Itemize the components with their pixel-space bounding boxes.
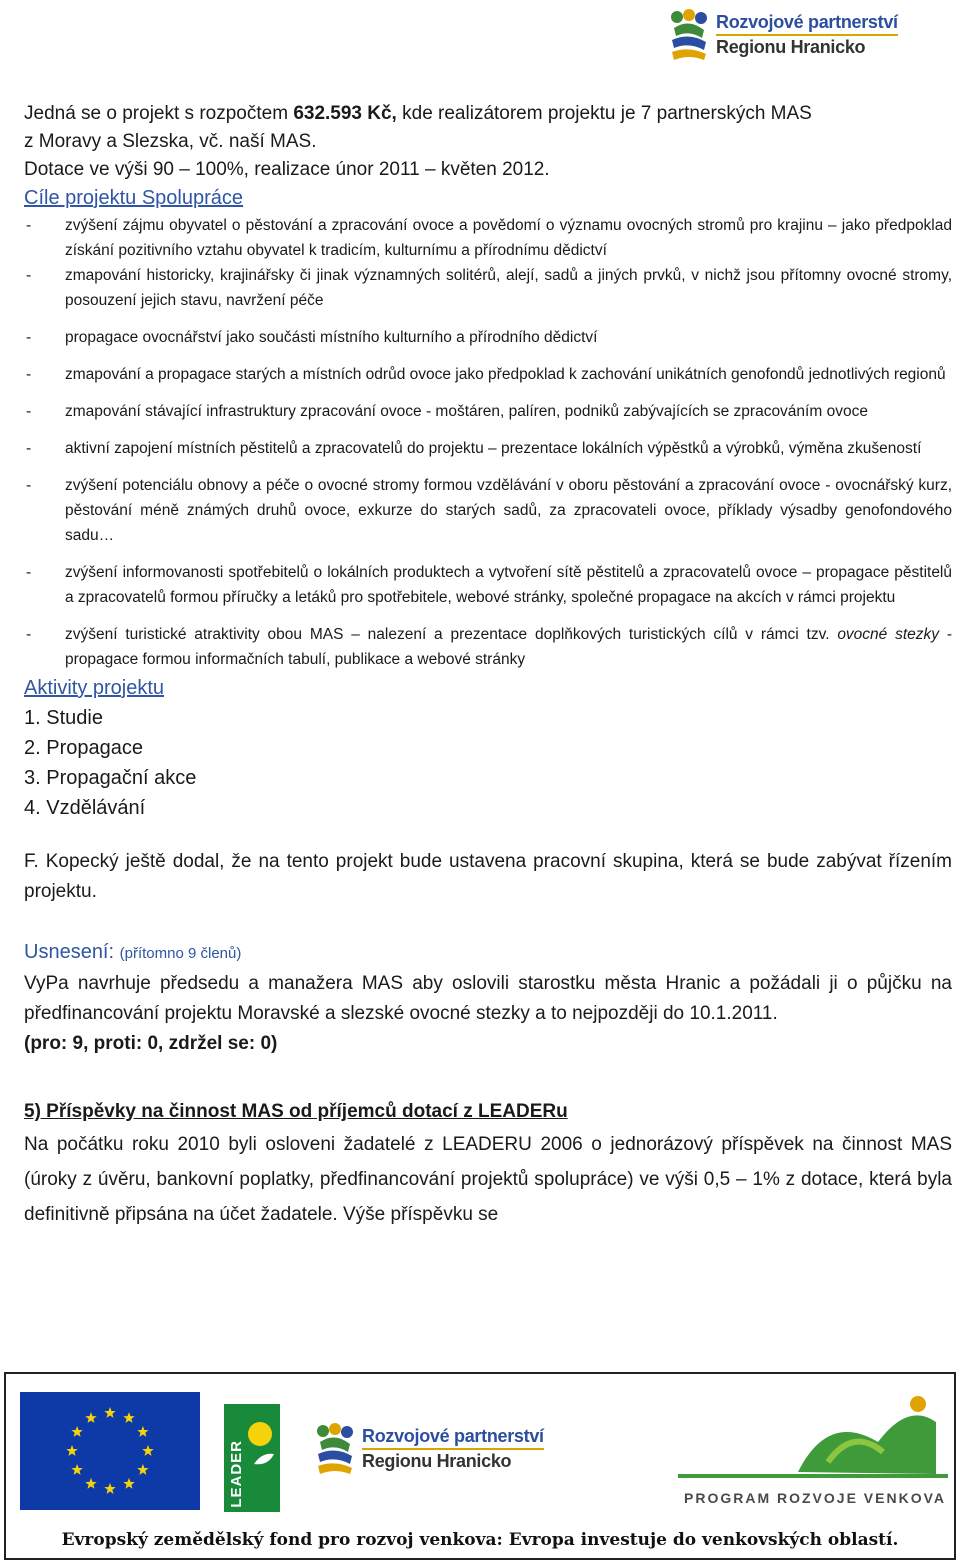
attendance-count: (přítomno 9 členů) bbox=[119, 945, 242, 962]
footer-partnership-logo bbox=[314, 1422, 544, 1476]
goals-heading: Cíle projektu Spolupráce bbox=[24, 187, 244, 209]
goal-item: - zvýšení informovanosti spotřebitelů o lokálních produktech a vytvoření sítě pěstitelů a zpracovatelů ovoce – propagace pěstitelů a zpracovatelů formou příručky a letáků pro spotřebitele, webové stránky, společné propagace na akcích v rámci projektu bbox=[24, 560, 952, 610]
activities-list bbox=[24, 703, 952, 823]
intro-text: kde realizátorem projektu je 7 partnerských MAS bbox=[396, 103, 812, 124]
activity-item: 4. Vzdělávání bbox=[24, 797, 146, 819]
logo-subtitle: Regionu Hranicko bbox=[362, 1451, 512, 1471]
logo-title: Rozvojové partnerství bbox=[362, 1426, 544, 1447]
footer-slogan: Evropský zemědělský fond pro rozvoj venkova: Evropa investuje do venkovských oblastí. bbox=[61, 1530, 899, 1550]
goal-item: - zmapování historicky, krajinářsky či jinak významných solitérů, alejí, sadů a jiných prvků, v nichž jsou přítomny ovocné stromy, posouzení jejich stavu, navržení péče bbox=[24, 263, 952, 313]
resolution-label: Usnesení: bbox=[24, 941, 115, 963]
header-logo bbox=[668, 8, 898, 62]
goal-text: - propagace formou informačních tabulí, publikace a webové stránky bbox=[65, 626, 952, 668]
goals-list bbox=[24, 213, 952, 672]
goal-item: - aktivní zapojení místních pěstitelů a zpracovatelů do projektu – prezentace lokálních výpěstků a výrobků, výměna zkušeností bbox=[24, 436, 952, 461]
kopecky-note: F. Kopecký ještě dodal, že na tento projekt bude ustavena pracovní skupina, která se bude zabývat řízením projektu. bbox=[24, 851, 952, 902]
leader-logo bbox=[224, 1404, 280, 1512]
intro-line-1 bbox=[24, 100, 952, 128]
intro-paragraph bbox=[24, 100, 952, 184]
eu-flag-icon bbox=[20, 1392, 200, 1510]
goal-item bbox=[24, 622, 952, 672]
intro-line-2: z Moravy a Slezska, vč. naší MAS. bbox=[24, 131, 317, 152]
document-body bbox=[24, 100, 952, 1232]
rural-program-label: PROGRAM ROZVOJE VENKOVA bbox=[684, 1490, 946, 1506]
goal-item: - propagace ovocnářství jako součásti místního kulturního a přírodního dědictví bbox=[24, 325, 952, 350]
resolution-text: VyPa navrhuje předsedu a manažera MAS aby oslovili starostku města Hranic a požádali ji o půjčku na předfinancování projektu Moravské a slezské ovocné stezky a to nejpozději do 10.1.2011. bbox=[24, 973, 952, 1024]
budget-amount: 632.593 Kč, bbox=[293, 103, 397, 124]
logo-title: Rozvojové partnerství bbox=[716, 12, 898, 33]
activity-item: 2. Propagace bbox=[24, 737, 143, 759]
section-5-text: Na počátku roku 2010 byli osloveni žadatelé z LEADERU 2006 o jednorázový příspěvek na činnost MAS (úroky z úvěru, bankovní poplatky, předfinancování projektů spolupráce) ve výši 0,5 – 1% z dotace, která byla definitivně připsána na účet žadatele. Výše příspěvku se bbox=[24, 1134, 952, 1225]
intro-text: Jedná se o projekt s rozpočtem bbox=[24, 103, 294, 124]
goal-item: - zmapování stávající infrastruktury zpracování ovoce - moštáren, palíren, podniků zabývajících se zpracováním ovoce bbox=[24, 399, 952, 424]
rural-program-icon bbox=[678, 1382, 948, 1482]
goal-italic-term: ovocné stezky bbox=[837, 626, 940, 643]
leader-label: LEADER bbox=[228, 1440, 245, 1508]
rural-program-logo bbox=[678, 1382, 948, 1512]
goal-item: - zvýšení potenciálu obnovy a péče o ovocné stromy formou vzdělávání v oboru pěstování a zpracování ovoce - ovocnářský kurz, pěstování méně známých druhů ovoce, exkurze do starých sadů, za zpracovateli ovoce, příklady výsadby genofondového sadu… bbox=[24, 473, 952, 548]
section-5-heading: 5) Příspěvky na činnost MAS od příjemců dotací z LEADERu bbox=[24, 1101, 568, 1122]
partnership-logo-icon bbox=[314, 1422, 356, 1476]
logo-subtitle: Regionu Hranicko bbox=[716, 37, 866, 57]
footer bbox=[4, 1372, 956, 1560]
goal-item: - zmapování a propagace starých a místních odrůd ovoce jako předpoklad k zachování unikátních genofondů jednotlivých regionů bbox=[24, 362, 952, 387]
partnership-logo-icon bbox=[668, 8, 710, 62]
goal-text: zvýšení turistické atraktivity obou MAS – nalezení a prezentace doplňkových turistických cílů v rámci tzv. bbox=[65, 626, 838, 643]
activity-item: 3. Propagační akce bbox=[24, 767, 197, 789]
goal-item: - zvýšení zájmu obyvatel o pěstování a zpracování ovoce a povědomí o významu ovocných stromů pro krajinu – jako předpoklad získání pozitivního vztahu obyvatel k tradicím, kulturnímu a přírodnímu dědictví bbox=[24, 213, 952, 263]
logo-divider bbox=[362, 1448, 544, 1450]
resolution-heading bbox=[24, 937, 952, 969]
intro-line-3: Dotace ve výši 90 – 100%, realizace únor 2011 – květen 2012. bbox=[24, 159, 550, 180]
activity-item: 1. Studie bbox=[24, 707, 103, 729]
activities-heading: Aktivity projektu bbox=[24, 677, 165, 699]
logo-divider bbox=[716, 34, 898, 36]
vote-result: (pro: 9, proti: 0, zdržel se: 0) bbox=[24, 1033, 278, 1054]
